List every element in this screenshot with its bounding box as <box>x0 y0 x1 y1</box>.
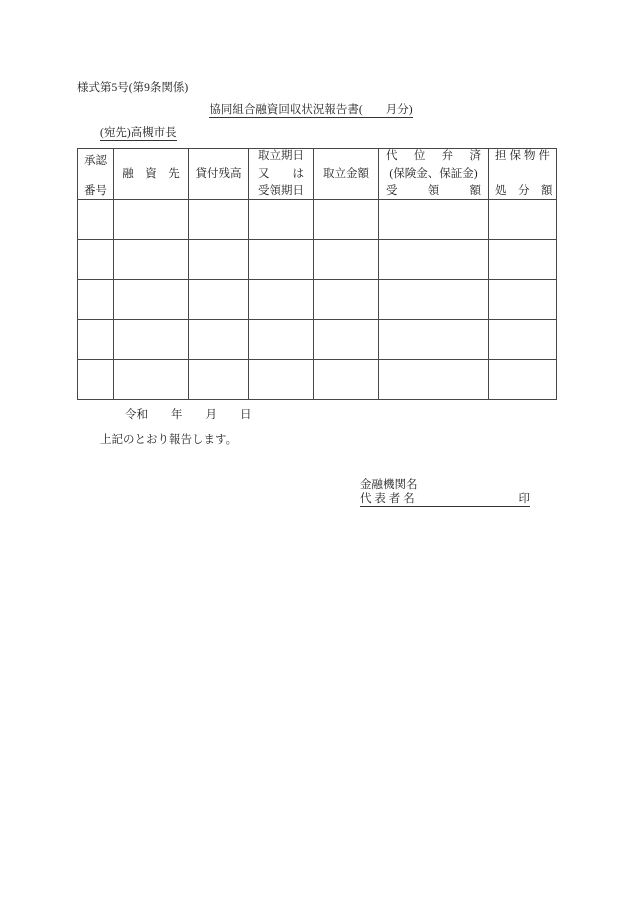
cell-subrogation-receipt <box>379 200 489 240</box>
cell-collection-amount <box>314 280 379 320</box>
report-title: 協同組合融資回収状況報告書( 月分) <box>209 104 413 116</box>
cell-approval-number <box>78 320 114 360</box>
cell-borrower <box>114 280 189 320</box>
header-collection-date <box>249 149 314 200</box>
header-approval-number-stack <box>78 149 113 199</box>
representative-name-label: 代 表 者 名 <box>360 493 415 505</box>
cell-borrower <box>114 200 189 240</box>
date-line: 令和 年 月 日 <box>125 409 252 421</box>
header-subrogation-receipt <box>379 149 489 200</box>
header-approval-number-bottom: 番号 <box>84 185 107 197</box>
cell-borrower <box>114 360 189 400</box>
table-row <box>78 320 557 360</box>
cell-collection-amount <box>314 360 379 400</box>
cell-loan-balance <box>189 240 249 280</box>
report-table <box>77 148 557 400</box>
title-row <box>0 103 622 118</box>
table-row <box>78 200 557 240</box>
addressee: (宛先)高槻市長 <box>100 127 177 139</box>
institution-name-label: 金融機関名 <box>360 479 418 491</box>
representative-signature-line <box>360 492 530 507</box>
cell-collection-date <box>249 320 314 360</box>
table-row <box>78 280 557 320</box>
cell-collection-amount <box>314 200 379 240</box>
cell-loan-balance <box>189 280 249 320</box>
header-collection-date-line1: 取立期日 <box>258 150 304 162</box>
cell-collection-date <box>249 240 314 280</box>
header-subrogation-receipt-line2: (保険金、保証金) <box>389 167 478 180</box>
header-collection-date-stack <box>249 149 313 199</box>
table-row <box>78 360 557 400</box>
header-collateral-disposal <box>489 149 557 200</box>
header-collateral-disposal-stack <box>489 149 556 199</box>
cell-collateral-disposal <box>489 320 557 360</box>
form-label: 様式第5号(第9条関係) <box>77 82 189 94</box>
header-borrower: 融 資 先 <box>114 149 189 200</box>
cell-collection-date <box>249 200 314 240</box>
cell-collection-amount <box>314 320 379 360</box>
header-loan-balance: 貸付残高 <box>189 149 249 200</box>
report-table-body <box>78 149 557 400</box>
header-collateral-disposal-top: 担保物件 <box>495 150 550 162</box>
cell-loan-balance <box>189 360 249 400</box>
cell-collection-date <box>249 360 314 400</box>
cell-approval-number <box>78 240 114 280</box>
cell-subrogation-receipt <box>379 360 489 400</box>
cell-collateral-disposal <box>489 360 557 400</box>
header-approval-number <box>78 149 114 200</box>
cell-subrogation-receipt <box>379 320 489 360</box>
cell-collection-amount <box>314 240 379 280</box>
header-collection-date-line2: 又 は <box>258 167 304 180</box>
cell-borrower <box>114 240 189 280</box>
cell-approval-number <box>78 360 114 400</box>
cell-collateral-disposal <box>489 200 557 240</box>
cell-collateral-disposal <box>489 240 557 280</box>
cell-approval-number <box>78 280 114 320</box>
cell-borrower <box>114 320 189 360</box>
header-collection-amount: 取立金額 <box>314 149 379 200</box>
cell-approval-number <box>78 200 114 240</box>
report-statement: 上記のとおり報告します。 <box>100 434 238 446</box>
cell-subrogation-receipt <box>379 280 489 320</box>
cell-loan-balance <box>189 200 249 240</box>
header-approval-number-top: 承認 <box>84 155 107 167</box>
header-subrogation-receipt-line1: 代 位 弁 済 <box>386 150 481 162</box>
header-collateral-disposal-bottom: 処 分 額 <box>495 185 553 197</box>
header-subrogation-receipt-line3: 受 領 額 <box>386 185 481 197</box>
header-subrogation-receipt-stack <box>379 149 488 199</box>
cell-collection-date <box>249 280 314 320</box>
cell-subrogation-receipt <box>379 240 489 280</box>
table-header-row <box>78 149 557 200</box>
table-row <box>78 240 557 280</box>
seal-mark: 印 <box>518 493 530 505</box>
cell-loan-balance <box>189 320 249 360</box>
cell-collateral-disposal <box>489 280 557 320</box>
header-collection-date-line3: 受領期日 <box>258 185 304 197</box>
